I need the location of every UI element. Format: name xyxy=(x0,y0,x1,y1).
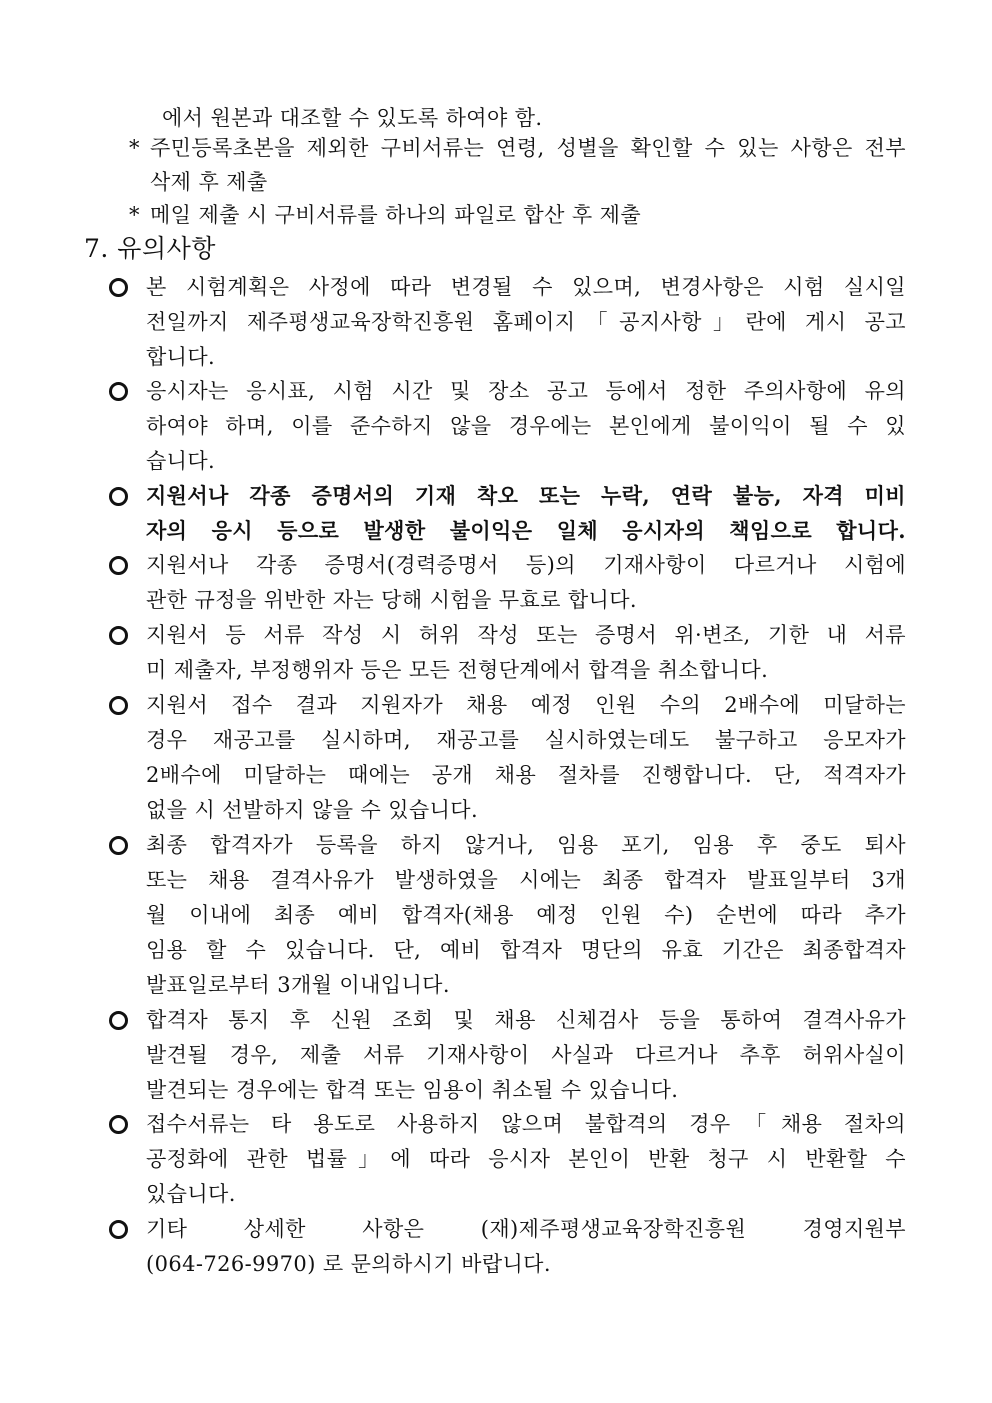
item-text-line: 2배수에 미달하는 때에는 공개 채용 절차를 진행합니다. 단, 적격자가 xyxy=(146,763,906,787)
item-text-line: 임용 할 수 있습니다. 단, 예비 합격자 명단의 유효 기간은 최종합격자 xyxy=(146,938,906,962)
circle-bullet-icon xyxy=(109,556,128,575)
item-text-line: 접수서류는 타 용도로 사용하지 않으며 불합격의 경우「채용 절차의 xyxy=(146,1112,906,1136)
item-text-line: 관한 규정을 위반한 자는 당해 시험을 무효로 합니다. xyxy=(146,588,638,612)
item-text-line: (064-726-9970) 로 문의하시기 바랍니다. xyxy=(146,1252,551,1276)
item-text-line-bold: 자의 응시 등으로 발생한 불이익은 일체 응시자의 책임으로 합니다. xyxy=(146,518,906,543)
item-text-line: 습니다. xyxy=(146,449,216,473)
item-text-line: 전일까지 제주평생교육장학진흥원 홈페이지「공지사항」란에 게시 공고 xyxy=(146,310,906,334)
circle-bullet-icon xyxy=(109,1220,128,1239)
note-marker: * xyxy=(129,203,140,227)
circle-bullet-icon xyxy=(109,626,128,645)
item-text-line: 공정화에 관한 법률」에 따라 응시자 본인이 반환 청구 시 반환할 수 xyxy=(146,1147,906,1171)
circle-bullet-icon xyxy=(109,836,128,855)
item-text-line: 합니다. xyxy=(146,345,216,369)
item-text-line: 발견되는 경우에는 합격 또는 임용이 취소될 수 있습니다. xyxy=(146,1078,679,1102)
circle-bullet-icon xyxy=(109,696,128,715)
item-text-line: 있습니다. xyxy=(146,1182,236,1206)
item-text-line: 발견될 경우, 제출 서류 기재사항이 사실과 다르거나 추후 허위사실이 xyxy=(146,1043,906,1067)
circle-bullet-icon xyxy=(109,278,128,297)
item-text-line: 응시자는 응시표, 시험 시간 및 장소 공고 등에서 정한 주의사항에 유의 xyxy=(146,379,906,403)
item-text-line: 지원서 접수 결과 지원자가 채용 예정 인원 수의 2배수에 미달하는 xyxy=(146,693,906,717)
item-text-line: 하여야 하며, 이를 준수하지 않을 경우에는 본인에게 불이익이 될 수 있 xyxy=(146,414,906,438)
circle-bullet-icon xyxy=(109,382,128,401)
item-text-line: 합격자 통지 후 신원 조회 및 채용 신체검사 등을 통하여 결격사유가 xyxy=(146,1008,906,1032)
note-text-line: 삭제 후 제출 xyxy=(150,170,268,194)
circle-bullet-icon xyxy=(109,487,128,506)
item-text-line: 월 이내에 최종 예비 합격자(채용 예정 인원 수) 순번에 따라 추가 xyxy=(146,903,906,927)
item-text-line: 지원서 등 서류 작성 시 허위 작성 또는 증명서 위·변조, 기한 내 서류 xyxy=(146,623,906,647)
note-marker: * xyxy=(129,136,140,160)
item-text-line: 또는 채용 결격사유가 발생하였을 시에는 최종 합격자 발표일부터 3개 xyxy=(146,868,906,892)
item-text-line: 경우 재공고를 실시하며, 재공고를 실시하였는데도 불구하고 응모자가 xyxy=(146,728,906,752)
note-text-line: 주민등록초본을 제외한 구비서류는 연령, 성별을 확인할 수 있는 사항은 전부 xyxy=(150,136,906,160)
section-title: 7. 유의사항 xyxy=(84,234,216,263)
item-text-line: 지원서나 각종 증명서(경력증명서 등)의 기재사항이 다르거나 시험에 xyxy=(146,553,906,577)
item-text-line: 본 시험계획은 사정에 따라 변경될 수 있으며, 변경사항은 시험 실시일 xyxy=(146,275,906,299)
item-text-line: 없을 시 선발하지 않을 수 있습니다. xyxy=(146,798,479,822)
item-text-line: 최종 합격자가 등록을 하지 않거나, 임용 포기, 임용 후 중도 퇴사 xyxy=(146,833,906,857)
item-text-line-bold: 지원서나 각종 증명서의 기재 착오 또는 누락, 연락 불능, 자격 미비 xyxy=(146,483,906,508)
item-text-line: 발표일로부터 3개월 이내입니다. xyxy=(146,973,450,997)
circle-bullet-icon xyxy=(109,1011,128,1030)
circle-bullet-icon xyxy=(109,1115,128,1134)
item-text-line: 미 제출자, 부정행위자 등은 모든 전형단계에서 합격을 취소합니다. xyxy=(146,658,769,682)
note-text-line: 메일 제출 시 구비서류를 하나의 파일로 합산 후 제출 xyxy=(150,203,642,227)
intro-continuation-line: 에서 원본과 대조할 수 있도록 하여야 함. xyxy=(162,106,543,130)
item-text-line: 기타 상세한 사항은 (재)제주평생교육장학진흥원 경영지원부 xyxy=(146,1217,906,1241)
